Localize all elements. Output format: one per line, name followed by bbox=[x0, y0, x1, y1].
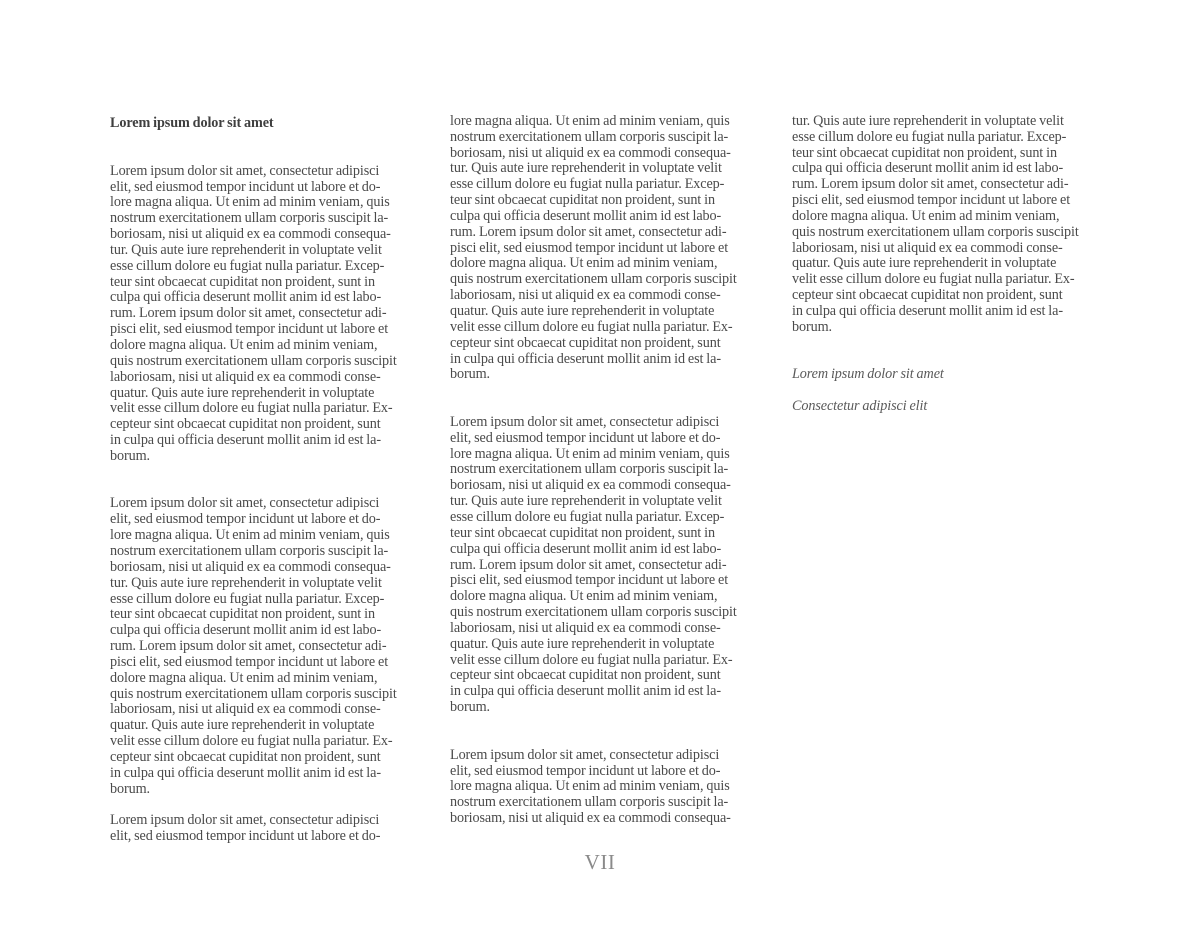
text-column-3 bbox=[792, 98, 1090, 431]
paragraph: Lorem ipsum dolor sit amet, consectetur adipisci elit, sed eiusmod tempor incidunt ut labore et do- lore magna aliqua. Ut enim ad minim veniam, quis nostrum exercitationem ullam corporis suscipit la- boriosam, nisi ut aliquid ex ea commodi consequa- tur. Quis aute iure reprehenderit in voluptate velit esse cillum dolore eu fugiat nulla pariatur. Excep- teur sint obcaecat cupiditat non proident, sunt in culpa qui officia deserunt mollit anim id est labo- rum. Lorem ipsum dolor sit amet, consectetur adi- pisci elit, sed eiusmod tempor incidunt ut labore et dolore magna aliqua. Ut enim ad minim veniam, quis nostrum exercitationem ullam corporis suscipit laboriosam, nisi ut aliquid ex ea commodi conse- quatur. Quis aute iure reprehenderit in voluptate velit esse cillum dolore eu fugiat nulla pariatur. Ex- cepteur sint obcaecat cupiditat non proident, sunt in culpa qui officia deserunt mollit anim id est la- borum. bbox=[450, 413, 737, 716]
text-column-1 bbox=[110, 98, 408, 861]
paragraph: Lorem ipsum dolor sit amet, consectetur adipisci elit, sed eiusmod tempor incidunt ut labore et do- lore magna aliqua. Ut enim ad minim veniam, quis nostrum exercitationem ullam corporis suscipit la- boriosam, nisi ut aliquid ex ea commodi consequa- tur. Quis aute iure reprehenderit in voluptate velit esse cillum dolore eu fugiat nulla pariatur. Excep- teur sint obcaecat cupiditat non proident, sunt in culpa qui officia deserunt mollit anim id est labo- rum. Lorem ipsum dolor sit amet, consectetur adi- pisci elit, sed eiusmod tempor incidunt ut labore et dolore magna aliqua. Ut enim ad minim veniam, quis nostrum exercitationem ullam corporis suscipit laboriosam, nisi ut aliquid ex ea commodi conse- quatur. Quis aute iure reprehenderit in voluptate velit esse cillum dolore eu fugiat nulla pariatur. Ex- cepteur sint obcaecat cupiditat non proident, sunt in culpa qui officia deserunt mollit anim id est la- borum. bbox=[110, 162, 397, 464]
italic-caption-line: Consectetur adipisci elit bbox=[792, 398, 928, 415]
paragraph: Lorem ipsum dolor sit amet, consectetur adipisci elit, sed eiusmod tempor incidunt ut labore et do- lore magna aliqua. Ut enim ad minim veniam, quis nostrum exercitationem ullam corporis suscipit la- boriosam, nisi ut aliquid ex ea commodi consequa- tur. Quis aute iure reprehenderit in voluptate velit esse cillum dolore eu fugiat nulla pariatur. Excep- teur sint obcaecat cupiditat non proident, sunt in culpa qui officia deserunt mollit anim id est labo- rum. Lorem ipsum dolor sit amet, consectetur adi- pisci elit, sed eiusmod tempor incidunt ut labore et dolore magna aliqua. Ut enim ad minim veniam, quis nostrum exercitationem ullam corporis suscipit laboriosam, nisi ut aliquid ex ea commodi conse- quatur. Quis aute iure reprehenderit in voluptate velit esse cillum dolore eu fugiat nulla pariatur. Ex- cepteur sint obcaecat cupiditat non proident, sunt in culpa qui officia deserunt mollit anim id est la- borum. bbox=[110, 495, 397, 797]
text-column-2 bbox=[450, 98, 748, 843]
italic-caption-line: Lorem ipsum dolor sit amet bbox=[792, 366, 944, 383]
page-number: VII bbox=[584, 850, 616, 874]
paragraph: tur. Quis aute iure reprehenderit in voluptate velit esse cillum dolore eu fugiat nulla pariatur. Excep- teur sint obcaecat cupiditat non proident, sunt in culpa qui officia deserunt mollit anim id est labo- rum. Lorem ipsum dolor sit amet, consectetur adi- pisci elit, sed eiusmod tempor incidunt ut labore et dolore magna aliqua. Ut enim ad minim veniam, quis nostrum exercitationem ullam corporis suscipit laboriosam, nisi ut aliquid ex ea commodi conse- quatur. Quis aute iure reprehenderit in voluptate velit esse cillum dolore eu fugiat nulla pariatur. Ex- cepteur sint obcaecat cupiditat non proident, sunt in culpa qui officia deserunt mollit anim id est la- borum. bbox=[792, 112, 1079, 335]
paragraph: Lorem ipsum dolor sit amet, consectetur adipisci elit, sed eiusmod tempor incidunt ut labore et do- lore magna aliqua. Ut enim ad minim veniam, quis nostrum exercitationem ullam corporis suscipit la- boriosam, nisi ut aliquid ex ea commodi consequa- bbox=[450, 746, 731, 827]
paragraph: Lorem ipsum dolor sit amet, consectetur adipisci elit, sed eiusmod tempor incidunt ut labore et do- bbox=[110, 812, 381, 845]
section-heading: Lorem ipsum dolor sit amet bbox=[110, 114, 274, 131]
paragraph: lore magna aliqua. Ut enim ad minim veniam, quis nostrum exercitationem ullam corporis suscipit la- boriosam, nisi ut aliquid ex ea commodi consequa- tur. Quis aute iure reprehenderit in voluptate velit esse cillum dolore eu fugiat nulla pariatur. Excep- teur sint obcaecat cupiditat non proident, sunt in culpa qui officia deserunt mollit anim id est labo- rum. Lorem ipsum dolor sit amet, consectetur adi- pisci elit, sed eiusmod tempor incidunt ut labore et dolore magna aliqua. Ut enim ad minim veniam, quis nostrum exercitationem ullam corporis suscipit laboriosam, nisi ut aliquid ex ea commodi conse- quatur. Quis aute iure reprehenderit in voluptate velit esse cillum dolore eu fugiat nulla pariatur. Ex- cepteur sint obcaecat cupiditat non proident, sunt in culpa qui officia deserunt mollit anim id est la- borum. bbox=[450, 112, 737, 383]
